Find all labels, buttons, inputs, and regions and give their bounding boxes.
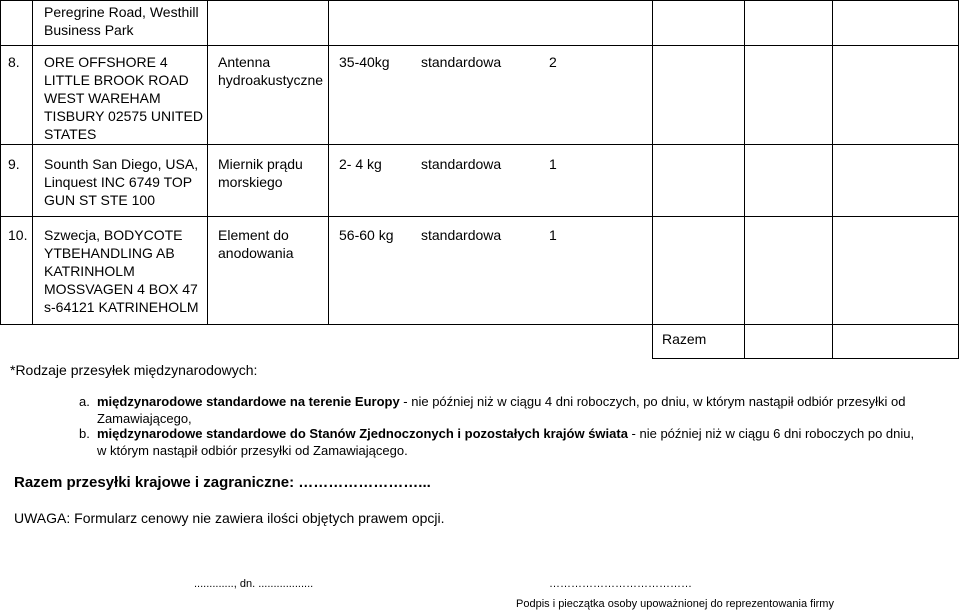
row-address-line: YTBEHANDLING AB — [44, 245, 175, 261]
table-rule — [832, 0, 833, 359]
row-shipment-type: standardowa — [421, 227, 502, 243]
row-address-line: Szwecja, BODYCOTE — [44, 227, 183, 243]
row-address-line: STATES — [44, 126, 97, 142]
row-item-line: morskiego — [218, 174, 283, 190]
note-bold: międzynarodowe standardowe do Stanów Zjednoczonych i pozostałych krajów świata — [97, 426, 628, 441]
note-rest: - nie później niż w ciągu 6 dni roboczych po dniu, — [627, 426, 915, 441]
note-letter: a. — [79, 394, 90, 409]
note-letter: b. — [79, 426, 90, 441]
row-address-line: GUN ST STE 100 — [44, 192, 156, 208]
row-address-line: LITTLE BROOK ROAD — [44, 72, 189, 88]
signature-caption: Podpis i pieczątka osoby upoważnionej do reprezentowania firmy — [516, 598, 834, 610]
row-item-line: anodowania — [218, 245, 294, 261]
place-date-field: ............., dn. .................. — [194, 578, 314, 590]
row-address-line: Linquest INC 6749 TOP — [44, 174, 193, 190]
row-quantity: 1 — [549, 156, 557, 172]
row-address-line: WEST WAREHAM — [44, 90, 161, 106]
table-rule — [0, 216, 959, 217]
table-rule — [0, 0, 959, 1]
table-rule — [328, 0, 329, 325]
note-bold: międzynarodowe standardowe na terenie Europy — [97, 394, 400, 409]
table-rule — [0, 144, 959, 145]
table-rule — [652, 358, 959, 359]
row-address-line: KATRINHOLM — [44, 263, 135, 279]
row-address-line: Business Park — [44, 22, 134, 38]
note-text — [97, 393, 906, 411]
uwaga-note: UWAGA: Formularz cenowy nie zawiera ilości objętych prawem opcji. — [14, 510, 445, 526]
row-number: 10. — [8, 227, 28, 243]
row-address-line: TISBURY 02575 UNITED — [44, 108, 203, 124]
note-text-line2: Zamawiającego, — [97, 411, 192, 426]
row-weight: 2- 4 kg — [339, 156, 382, 172]
row-number: 8. — [8, 54, 20, 70]
total-row-label: Razem — [662, 331, 707, 347]
row-weight: 35-40kg — [339, 54, 390, 70]
row-quantity: 2 — [549, 54, 557, 70]
row-item-line: hydroakustyczne — [218, 72, 324, 88]
footnote-title: *Rodzaje przesyłek międzynarodowych: — [10, 362, 258, 378]
table-rule — [652, 0, 653, 359]
row-shipment-type: standardowa — [421, 54, 502, 70]
table-rule — [0, 0, 1, 325]
grand-total-label: Razem przesyłki krajowe i zagraniczne: ……………………... — [14, 474, 431, 491]
note-text-line2: w którym nastąpił odbiór przesyłki od Zamawiającego. — [97, 443, 408, 458]
signature-line: ………………………………… — [549, 578, 692, 590]
row-item-line: Miernik prądu — [218, 156, 303, 172]
row-address-line: MOSSVAGEN 4 BOX 47 — [44, 281, 198, 297]
row-item-line: Antenna — [218, 54, 271, 70]
note-text — [97, 425, 914, 443]
row-quantity: 1 — [549, 227, 557, 243]
table-rule — [744, 0, 745, 359]
row-address-line: s-64121 KATRINEHOLM — [44, 299, 199, 315]
note-rest: - nie później niż w ciągu 4 dni roboczych, po dniu, w którym nastąpił odbiór przesyłki od — [399, 394, 906, 409]
row-address-line: ORE OFFSHORE 4 — [44, 54, 168, 70]
table-rule — [0, 45, 959, 46]
row-address-line: Sounth San Diego, USA, — [44, 156, 199, 172]
table-rule — [32, 0, 33, 325]
row-shipment-type: standardowa — [421, 156, 502, 172]
row-weight: 56-60 kg — [339, 227, 394, 243]
row-address-line: Peregrine Road, Westhill — [44, 4, 199, 20]
row-item-line: Element do — [218, 227, 289, 243]
table-rule — [207, 0, 208, 325]
table-rule — [0, 324, 959, 325]
row-number: 9. — [8, 156, 20, 172]
